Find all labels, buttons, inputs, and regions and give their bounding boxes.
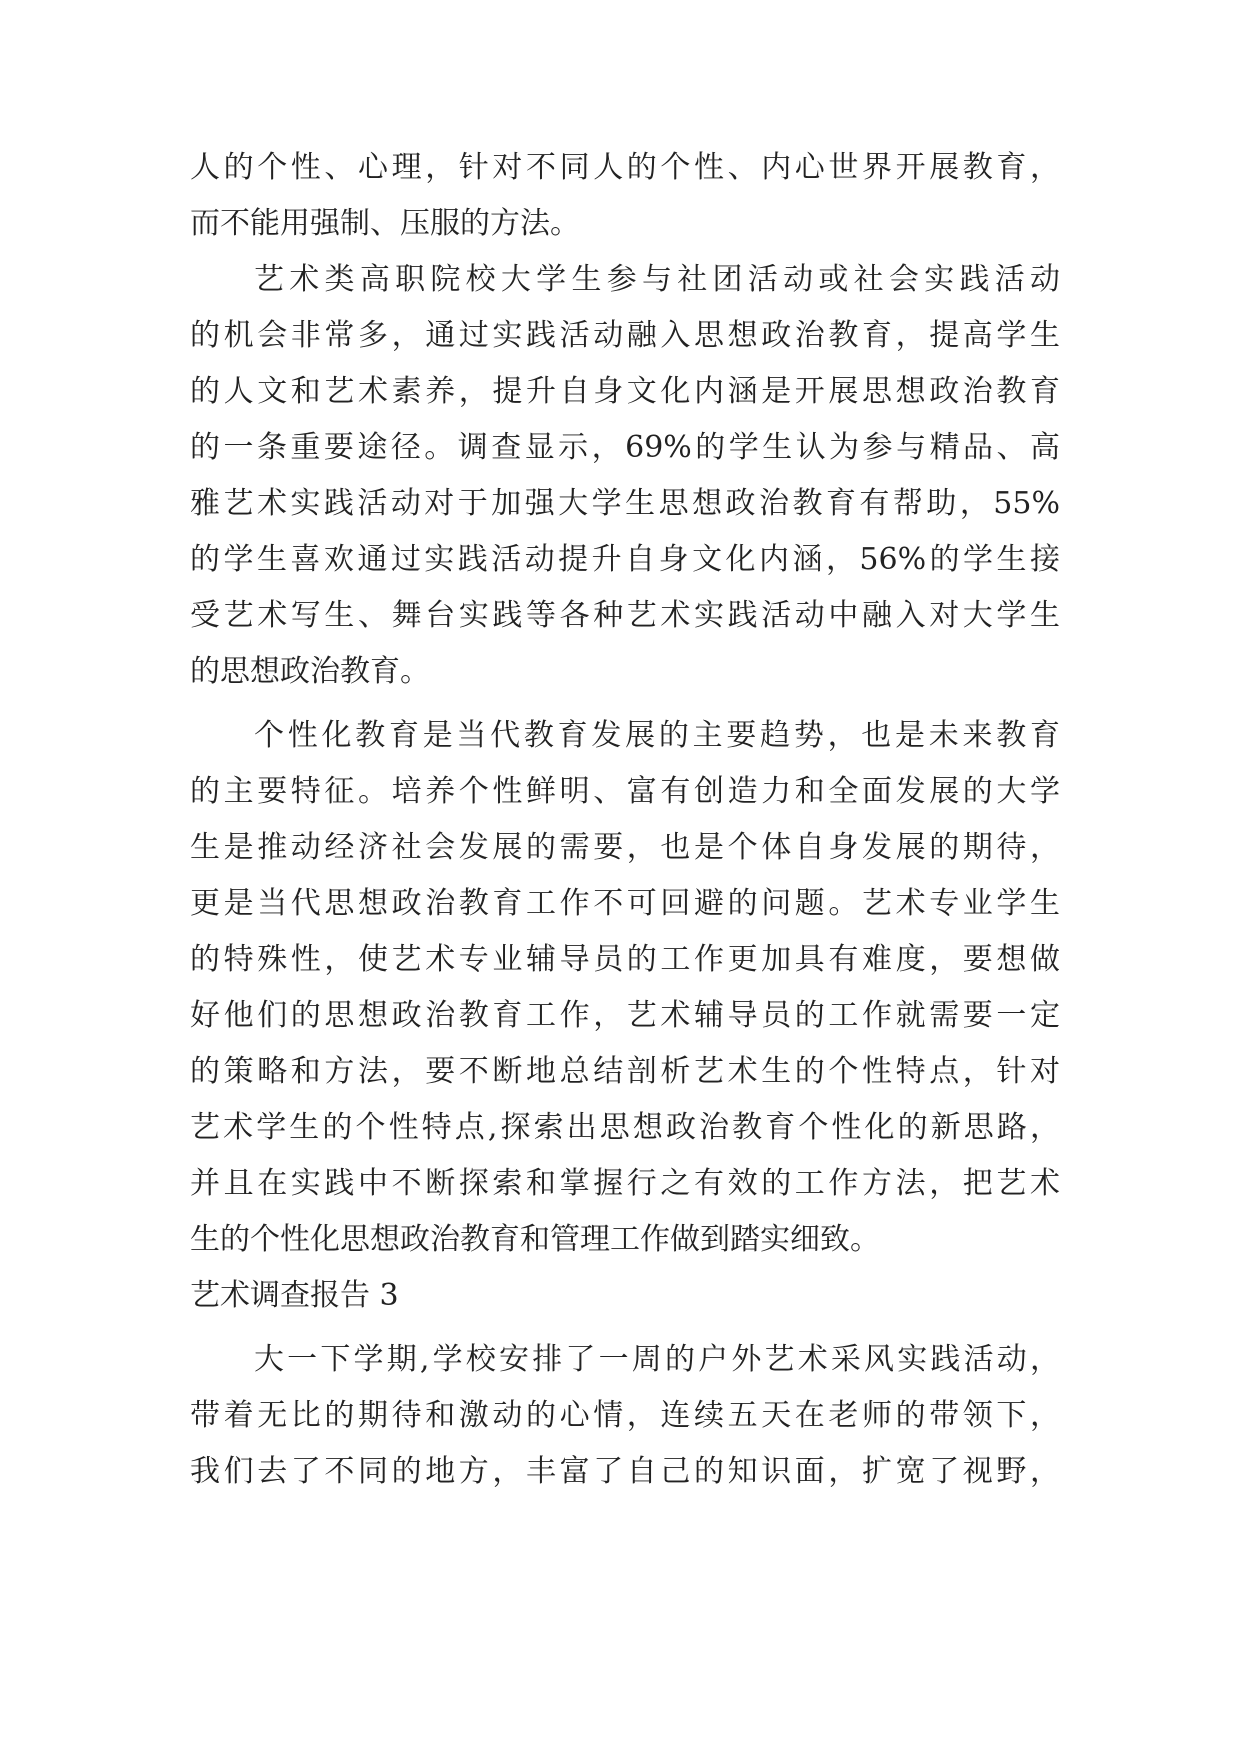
paragraph-3-line-6: 好他们的思想政治教育工作，艺术辅导员的工作就需要一定 <box>190 998 1060 1033</box>
paragraph-3-line-3: 生是推动经济社会发展的需要，也是个体自身发展的期待， <box>190 830 1060 865</box>
paragraph-2-line-4: 的一条重要途径。调查显示，69%的学生认为参与精品、高 <box>190 430 1060 465</box>
paragraph-3-line-10: 生的个性化思想政治教育和管理工作做到踏实细致。 <box>190 1222 880 1257</box>
paragraph-2-line-8: 的思想政治教育。 <box>190 654 430 689</box>
paragraph-2-line-3: 的人文和艺术素养，提升自身文化内涵是开展思想政治教育 <box>190 374 1060 409</box>
paragraph-3-line-8: 艺术学生的个性特点,探索出思想政治教育个性化的新思路， <box>190 1110 1060 1145</box>
paragraph-3-line-4: 更是当代思想政治教育工作不可回避的问题。艺术专业学生 <box>190 886 1060 921</box>
paragraph-4-line-2: 带着无比的期待和激动的心情，连续五天在老师的带领下， <box>190 1398 1060 1433</box>
paragraph-2-line-5: 雅艺术实践活动对于加强大学生思想政治教育有帮助，55% <box>190 486 1060 521</box>
paragraph-2-line-1: 艺术类高职院校大学生参与社团活动或社会实践活动 <box>254 262 1060 297</box>
paragraph-2-line-7: 受艺术写生、舞台实践等各种艺术实践活动中融入对大学生 <box>190 598 1060 633</box>
paragraph-3-line-5: 的特殊性，使艺术专业辅导员的工作更加具有难度，要想做 <box>190 942 1060 977</box>
paragraph-3-line-7: 的策略和方法，要不断地总结剖析艺术生的个性特点，针对 <box>190 1054 1060 1089</box>
paragraph-4-line-1: 大一下学期,学校安排了一周的户外艺术采风实践活动， <box>254 1342 1060 1377</box>
paragraph-1-line-1: 人的个性、心理，针对不同人的个性、内心世界开展教育， <box>190 150 1060 185</box>
paragraph-3-line-1: 个性化教育是当代教育发展的主要趋势，也是未来教育 <box>254 718 1060 753</box>
paragraph-1-line-2: 而不能用强制、压服的方法。 <box>190 206 580 241</box>
paragraph-2-line-2: 的机会非常多，通过实践活动融入思想政治教育，提高学生 <box>190 318 1060 353</box>
paragraph-2-line-6: 的学生喜欢通过实践活动提升自身文化内涵，56%的学生接 <box>190 542 1060 577</box>
paragraph-3-line-2: 的主要特征。培养个性鲜明、富有创造力和全面发展的大学 <box>190 774 1060 809</box>
section-heading: 艺术调查报告 3 <box>190 1278 399 1313</box>
paragraph-4-line-3: 我们去了不同的地方，丰富了自己的知识面，扩宽了视野， <box>190 1454 1060 1489</box>
paragraph-3-line-9: 并且在实践中不断探索和掌握行之有效的工作方法，把艺术 <box>190 1166 1060 1201</box>
